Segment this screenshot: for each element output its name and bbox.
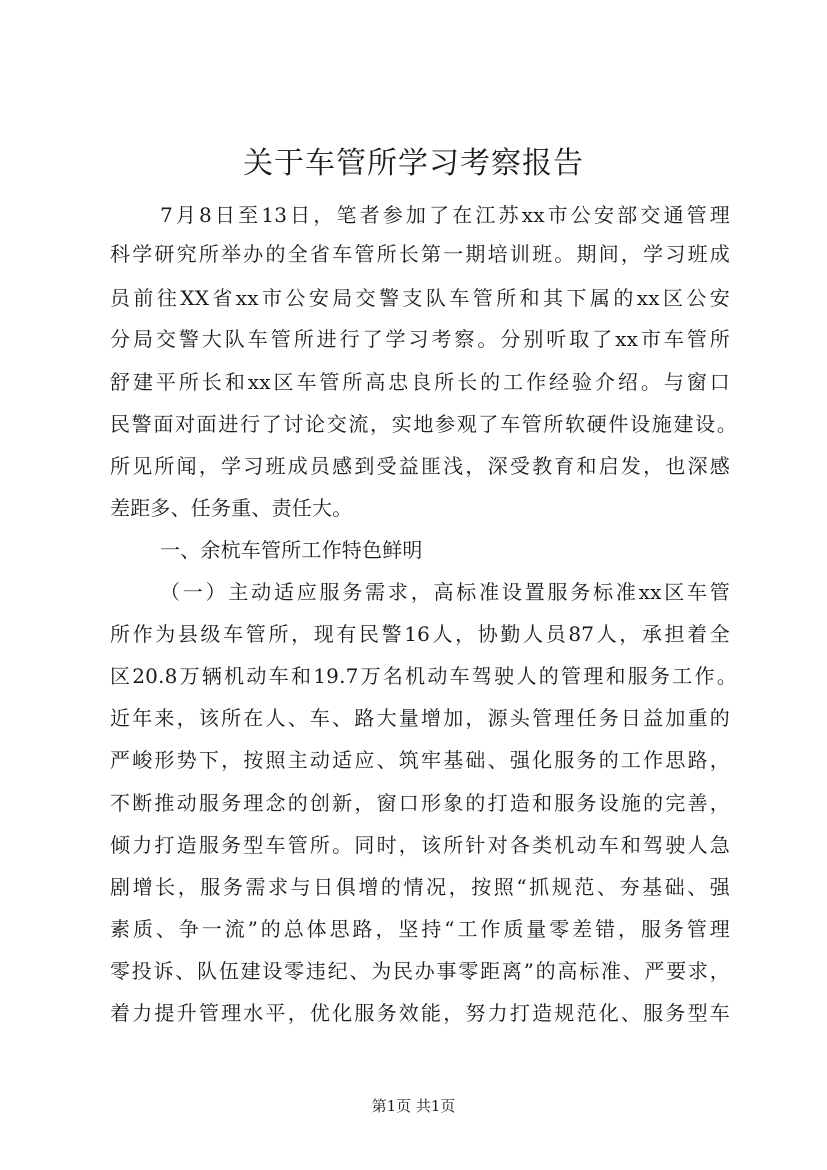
paragraph-line: 差距多、任务重、责任大。: [110, 496, 353, 520]
paragraph-line: 不断推动服务理念的创新，窗口形象的打造和服务设施的完善，: [110, 791, 730, 815]
paragraph-line: 近年来，该所在人、车、路大量增加，源头管理任务日益加重的: [110, 706, 730, 730]
paragraph-line: 员前往XX省xx市公安局交警支队车管所和其下属的xx区公安: [110, 286, 730, 310]
paragraph-line: 所见所闻，学习班成员感到受益匪浅，深受教育和启发，也深感: [110, 454, 730, 478]
paragraph-line: 严峻形势下，按照主动适应、筑牢基础、强化服务的工作思路，: [110, 748, 730, 772]
paragraph-line: 民警面对面进行了讨论交流，实地参观了车管所软硬件设施建设。: [110, 412, 737, 436]
paragraph-line: 分局交警大队车管所进行了学习考察。分别听取了xx市车管所: [110, 327, 730, 351]
document-title: 关于车管所学习考察报告: [243, 146, 584, 181]
paragraph-line: 零投诉、队伍建设零违纪、为民办事零距离”的高标准、严要求，: [110, 959, 730, 983]
page-number-footer: 第1页 共1页: [371, 1097, 456, 1115]
paragraph-line: 7月8日至13日，笔者参加了在江苏xx市公安部交通管理: [160, 203, 730, 227]
paragraph-line: 区20.8万辆机动车和19.7万名机动车驾驶人的管理和服务工作。: [110, 664, 737, 688]
paragraph-line: 剧增长，服务需求与日俱增的情况，按照“抓规范、夯基础、强: [110, 875, 730, 899]
paragraph-line: 素质、争一流”的总体思路，坚持“工作质量零差错，服务管理: [110, 917, 730, 941]
paragraph-line: 科学研究所举办的全省车管所长第一期培训班。期间，学习班成: [110, 242, 730, 266]
paragraph-line: 着力提升管理水平，优化服务效能，努力打造规范化、服务型车: [110, 1001, 730, 1025]
subsection-heading: （一）主动适应服务需求，高标准设置服务标准xx区车管: [160, 580, 730, 604]
paragraph-line: 舒建平所长和xx区车管所高忠良所长的工作经验介绍。与窗口: [110, 370, 730, 394]
paragraph-line: 倾力打造服务型车管所。同时，该所针对各类机动车和驾驶人急: [110, 833, 730, 857]
paragraph-line: 所作为县级车管所，现有民警16人，协勤人员87人，承担着全: [110, 622, 730, 646]
section-heading: 一、余杭车管所工作特色鲜明: [160, 538, 423, 562]
